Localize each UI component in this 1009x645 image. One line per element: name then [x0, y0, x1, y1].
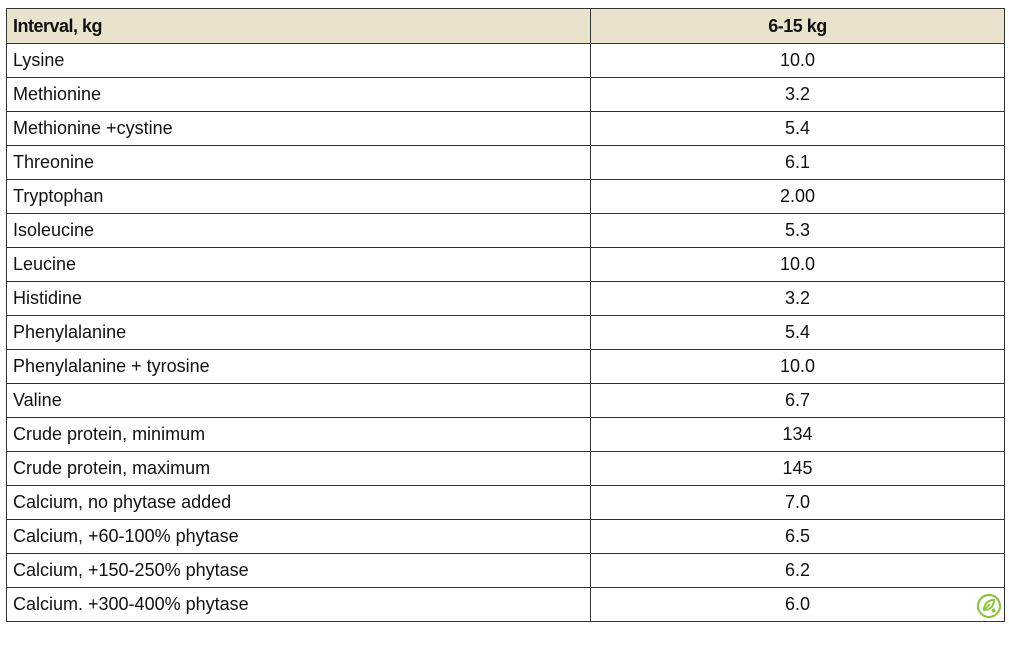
table-row	[7, 214, 1005, 248]
row-value: 6.2	[591, 554, 1005, 588]
table-row	[7, 282, 1005, 316]
table-row	[7, 350, 1005, 384]
row-value: 6.1	[591, 146, 1005, 180]
row-label: Tryptophan	[7, 180, 591, 214]
row-value: 134	[591, 418, 1005, 452]
row-value: 3.2	[591, 78, 1005, 112]
row-value: 10.0	[591, 44, 1005, 78]
row-label: Methionine +cystine	[7, 112, 591, 146]
row-value: 3.2	[591, 282, 1005, 316]
header-weight-range: 6-15 kg	[591, 9, 1005, 44]
table-row	[7, 452, 1005, 486]
table-row	[7, 316, 1005, 350]
table-row	[7, 554, 1005, 588]
row-label: Crude protein, minimum	[7, 418, 591, 452]
row-label: Valine	[7, 384, 591, 418]
row-value: 6.5	[591, 520, 1005, 554]
row-label: Calcium, +60-100% phytase	[7, 520, 591, 554]
row-value: 5.3	[591, 214, 1005, 248]
row-value: 10.0	[591, 350, 1005, 384]
row-value: 6.0	[784, 594, 811, 614]
row-label: Leucine	[7, 248, 591, 282]
table-row	[7, 588, 1005, 622]
row-label: Phenylalanine	[7, 316, 591, 350]
row-label: Lysine	[7, 44, 591, 78]
row-label: Threonine	[7, 146, 591, 180]
row-label: Isoleucine	[7, 214, 591, 248]
row-value: 5.4	[591, 112, 1005, 146]
table-row	[7, 44, 1005, 78]
row-value: 6.7	[591, 384, 1005, 418]
row-value: 145	[591, 452, 1005, 486]
table-row	[7, 180, 1005, 214]
table-row	[7, 248, 1005, 282]
table-row	[7, 486, 1005, 520]
leaf-badge-icon	[976, 593, 1002, 619]
row-label: Phenylalanine + tyrosine	[7, 350, 591, 384]
table-header-row	[7, 9, 1005, 44]
row-value: 2.00	[591, 180, 1005, 214]
table-row	[7, 112, 1005, 146]
nutrient-table	[6, 8, 1005, 622]
row-value: 10.0	[591, 248, 1005, 282]
row-label: Calcium, +150-250% phytase	[7, 554, 591, 588]
table-row	[7, 418, 1005, 452]
row-value: 5.4	[591, 316, 1005, 350]
row-label: Calcium, no phytase added	[7, 486, 591, 520]
table-row	[7, 384, 1005, 418]
row-value-with-badge	[591, 588, 1005, 622]
header-interval: Interval, kg	[7, 9, 591, 44]
row-label: Crude protein, maximum	[7, 452, 591, 486]
row-label: Histidine	[7, 282, 591, 316]
row-label: Methionine	[7, 78, 591, 112]
nutrient-table-container	[6, 8, 1004, 622]
row-label: Calcium. +300-400% phytase	[7, 588, 591, 622]
table-row	[7, 78, 1005, 112]
row-value: 7.0	[591, 486, 1005, 520]
table-row	[7, 520, 1005, 554]
table-row	[7, 146, 1005, 180]
